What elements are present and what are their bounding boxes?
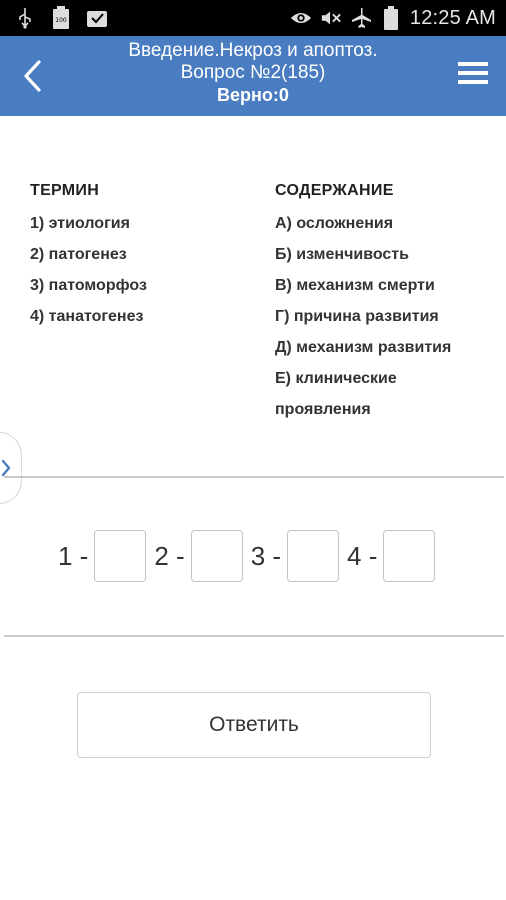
answer-label-1: 1 - — [58, 540, 89, 571]
score-counter: Верно:0 — [217, 85, 289, 105]
status-bar — [0, 0, 506, 36]
content-item: Д) механизм развития — [275, 339, 452, 356]
mute-icon — [320, 7, 342, 29]
side-drawer-tab[interactable] — [0, 432, 22, 504]
answer-label-3: 3 - — [250, 540, 282, 571]
eye-icon — [290, 7, 312, 29]
header-title: Введение.Некроз и апоптоз. — [128, 40, 378, 61]
inbox-download-icon — [86, 7, 108, 29]
battery-icon — [380, 7, 402, 29]
term-item: 4) танатогенез — [30, 308, 144, 325]
status-bar-notifications — [14, 6, 108, 30]
answer-row — [58, 530, 443, 582]
term-item: 1) этиология — [30, 215, 130, 232]
battery-text: 100 — [55, 17, 67, 24]
back-button[interactable] — [14, 56, 50, 96]
usb-icon — [14, 7, 36, 29]
answer-input-4[interactable] — [383, 530, 435, 582]
hamburger-icon — [456, 62, 490, 84]
app-header — [0, 36, 506, 116]
submit-answer-button[interactable]: Ответить — [77, 692, 431, 758]
battery-status-icon — [50, 7, 72, 29]
menu-button[interactable] — [456, 62, 490, 90]
content-item: Е) клинические проявления — [275, 370, 397, 418]
answer-input-3[interactable] — [287, 530, 339, 582]
clock: 12:25 AM — [409, 6, 496, 29]
term-item: 2) патогенез — [30, 246, 127, 263]
terms-column — [30, 178, 260, 332]
answer-label-4: 4 - — [347, 540, 378, 571]
chevron-left-icon — [21, 59, 43, 93]
answer-input-1[interactable] — [94, 530, 146, 582]
content-item: Г) причина развития — [275, 308, 439, 325]
header-title-block — [60, 40, 446, 106]
terms-title: ТЕРМИН — [30, 182, 100, 199]
chevron-right-icon — [1, 459, 11, 477]
divider — [4, 476, 504, 478]
content-item: В) механизм смерти — [275, 277, 435, 294]
content-item: А) осложнения — [275, 215, 394, 232]
airplane-mode-icon — [350, 7, 372, 29]
divider — [4, 635, 504, 637]
content-item: Б) изменчивость — [275, 246, 409, 263]
answer-input-2[interactable] — [191, 530, 243, 582]
contents-title: СОДЕРЖАНИЕ — [275, 182, 394, 199]
term-item: 3) патоморфоз — [30, 277, 147, 294]
contents-column — [275, 178, 495, 425]
answer-label-2: 2 - — [154, 540, 185, 571]
question-number: Вопрос №2(185) — [180, 62, 326, 83]
status-bar-system — [290, 4, 496, 32]
